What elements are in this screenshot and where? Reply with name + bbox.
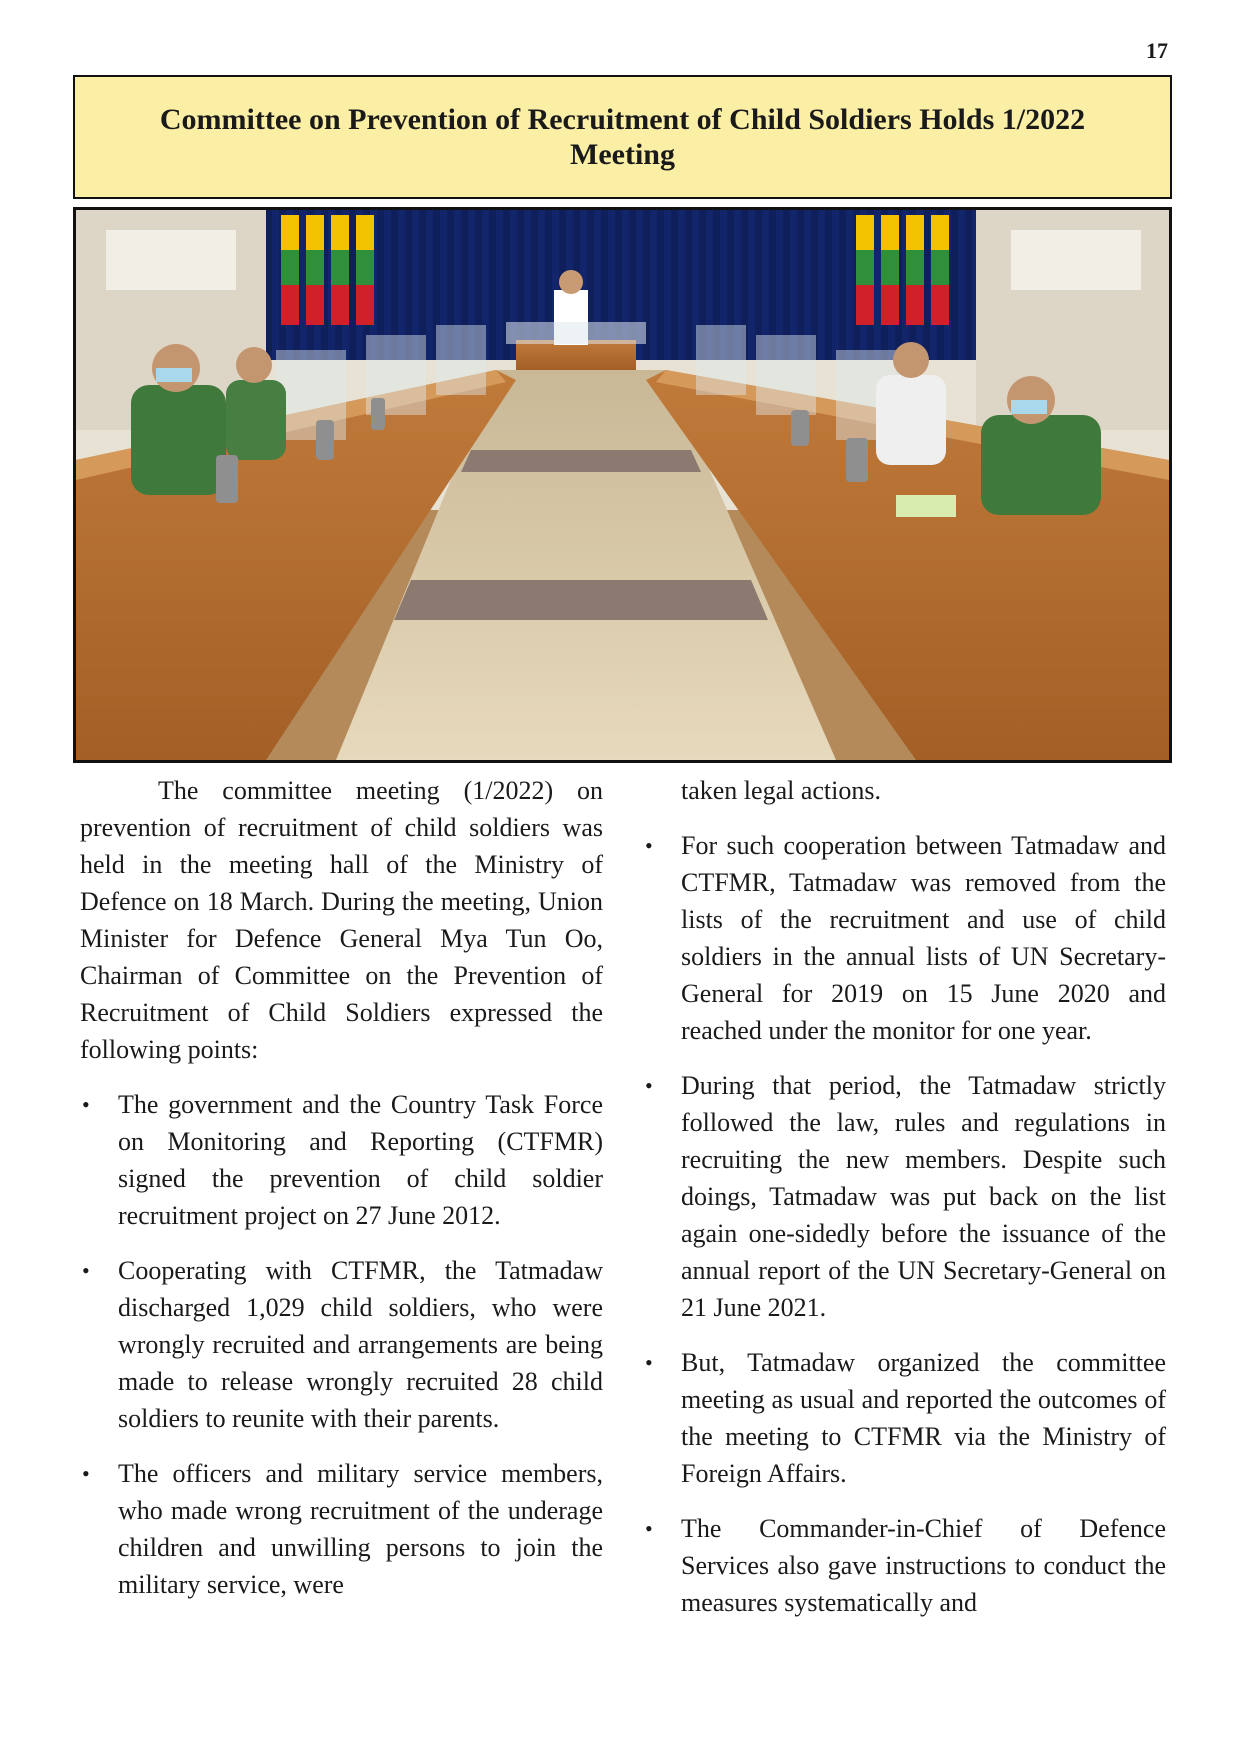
article-title-box bbox=[73, 75, 1172, 199]
list-item bbox=[643, 1067, 1166, 1326]
list-item bbox=[80, 1252, 603, 1437]
list-item bbox=[643, 1344, 1166, 1492]
bullet-icon: • bbox=[82, 1461, 90, 1486]
article-title: Committee on Prevention of Recruitment of Child Soldiers Holds 1/2022 Meeting bbox=[159, 102, 1086, 171]
right-column bbox=[643, 772, 1166, 1639]
intro-paragraph: The committee meeting (1/2022) on prevention of recruitment of child soldiers was held in the meeting hall of the Ministry of Defence on 18 March. During the meeting, Union Minister for Defence General Mya Tun Oo, Chairman of Committee on the Prevention of Recruitment of Child Soldiers expressed the following points: bbox=[80, 776, 603, 1064]
list-item-text: For such cooperation between Tatmadaw and CTFMR, Tatmadaw was removed from the lists of the recruitment and use of child soldiers in the annual lists of UN Secretary-General for 2019 on 15 June 2020 and reached under the monitor for one year. bbox=[681, 831, 1166, 1045]
left-column bbox=[80, 772, 603, 1621]
list-item-text: But, Tatmadaw organized the committee meeting as usual and reported the outcomes of the meeting to CTFMR via the Ministry of Foreign Affairs. bbox=[681, 1348, 1166, 1488]
list-item-text: The officers and military service members, who made wrong recruitment of the underage children and unwilling persons to join the military service, were bbox=[118, 1459, 603, 1599]
bullet-icon: • bbox=[645, 1073, 653, 1098]
list-item bbox=[643, 827, 1166, 1049]
bullet-icon: • bbox=[82, 1092, 90, 1117]
bullet-icon: • bbox=[645, 1516, 653, 1541]
meeting-hall-illustration bbox=[76, 210, 1169, 760]
bullet-icon: • bbox=[645, 1350, 653, 1375]
list-item bbox=[643, 1510, 1166, 1621]
bullet-icon: • bbox=[645, 833, 653, 858]
list-item-text: The government and the Country Task Force on Monitoring and Reporting (CTFMR) signed the prevention of child soldier recruitment project on 27 June 2012. bbox=[118, 1090, 603, 1230]
continuation-text: taken legal actions. bbox=[681, 776, 881, 805]
list-item-text: The Commander-in-Chief of Defence Services also gave instructions to conduct the measures systematically and bbox=[681, 1514, 1166, 1617]
list-item bbox=[80, 1455, 603, 1603]
bullet-icon: • bbox=[82, 1258, 90, 1283]
left-bullet-list bbox=[80, 1086, 603, 1603]
page-number: 17 bbox=[1146, 38, 1168, 63]
list-item-text: During that period, the Tatmadaw strictly followed the law, rules and regulations in recruiting the new members. Despite such doings, Tatmadaw was put back on the list again one-sidedly before the issuance of the annual report of the UN Secretary-General on 21 June 2021. bbox=[681, 1071, 1166, 1322]
meeting-hall-photo bbox=[73, 207, 1172, 763]
list-item-text: Cooperating with CTFMR, the Tatmadaw discharged 1,029 child soldiers, who were wrongly recruited and arrangements are being made to release wrongly recruited 28 child soldiers to reunite with their parents. bbox=[118, 1256, 603, 1433]
list-item bbox=[80, 1086, 603, 1234]
right-bullet-list bbox=[643, 827, 1166, 1621]
